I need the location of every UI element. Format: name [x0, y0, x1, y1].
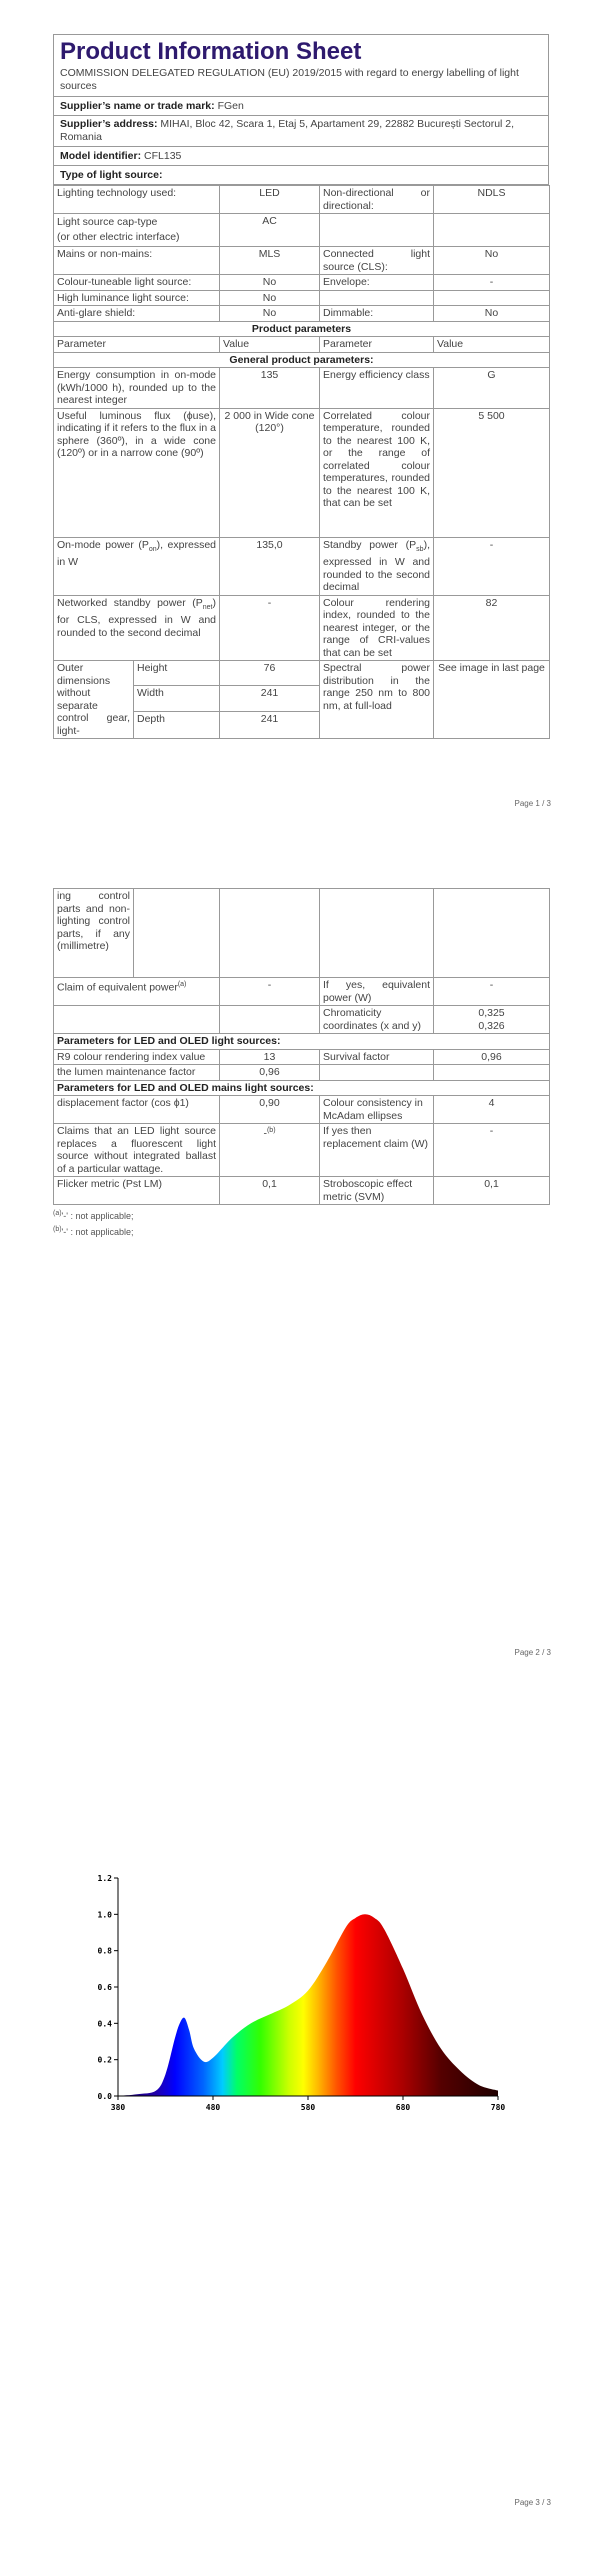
envelope-value: -: [434, 275, 550, 291]
x-tick-label: 480: [205, 2103, 221, 2112]
supplier-label: Supplier’s name or trade mark:: [60, 100, 215, 112]
on-mode-power-label: [54, 537, 220, 595]
lighting-technology-label: Lighting technology used:: [54, 186, 220, 214]
cap-type-value: AC: [220, 214, 320, 247]
high-luminance-label: High luminance light source:: [54, 290, 220, 306]
type-of-light-source-heading: Type of light source:: [60, 169, 163, 181]
page-number: Page 1 / 3: [514, 799, 551, 808]
equivalent-power-claim-label: [54, 978, 220, 1006]
y-tick-label: 1.0: [97, 1910, 112, 1920]
column-header-parameter-2: Parameter: [320, 337, 434, 353]
anti-glare-label: Anti-glare shield:: [54, 306, 220, 322]
dimmable-value: No: [434, 306, 550, 322]
fluorescent-replacement-claim-label: Claims that an LED light source replaces a fluorescent light source without integrated ballast of a particular wattage.: [54, 1124, 220, 1177]
page-number: Page 2 / 3: [514, 1648, 551, 1657]
outer-dimensions-label: Outer dimensions without separate control gear, light-: [54, 661, 134, 739]
table-row: [54, 1124, 550, 1177]
energy-consumption-value: 135: [220, 368, 320, 409]
y-tick-label: 0.8: [97, 1946, 112, 1956]
equivalent-power-label: If yes, equivalent power (W): [320, 978, 434, 1006]
x-tick-label: 580: [300, 2103, 316, 2112]
footnote-a-text: '-' : not applicable;: [61, 1211, 134, 1221]
r9-value: 13: [220, 1049, 320, 1065]
y-tick-label: 0.6: [97, 1983, 112, 1992]
energy-class-label: Energy efficiency class: [320, 368, 434, 409]
y-tick-label: 0.0: [97, 2092, 112, 2101]
cri-value: 82: [434, 595, 550, 661]
page-1: [0, 0, 603, 853]
energy-consumption-label: Energy consumption in on-mode (kWh/1000 h), rounded up to the nearest integer: [54, 368, 220, 409]
mains-label: Mains or non-mains:: [54, 247, 220, 275]
dimmable-label: Dimmable:: [320, 306, 434, 322]
column-header-value: Value: [220, 337, 320, 353]
chromaticity-y: 0,326: [478, 1019, 505, 1032]
footnote-a-ref: (a): [177, 981, 187, 988]
luminous-flux-value: 2 000 in Wide cone (120°): [220, 408, 320, 537]
chromaticity-value: [434, 1006, 550, 1034]
flicker-metric-value: 0,1: [220, 1177, 320, 1205]
address-value: MIHAI, Bloc 42, Scara 1, Etaj 5, Apartament 29, 22882 București Sectorul 2, Romania: [60, 118, 515, 143]
table-row: [54, 537, 550, 595]
table-row: [54, 352, 550, 368]
footnote-a-mark: (a): [53, 1210, 62, 1217]
x-tick-label: 780: [490, 2103, 506, 2112]
product-parameters-heading: Product parameters: [54, 321, 550, 337]
x-tick-label: 380: [110, 2103, 126, 2112]
colour-consistency-value: 4: [434, 1096, 550, 1124]
table-row: [54, 978, 550, 1006]
survival-factor-value: 0,96: [434, 1049, 550, 1065]
on-mode-power-text-2: ), expressed in W: [57, 538, 217, 569]
dimensions-continued-table: [53, 888, 550, 978]
on-mode-power-text: On-mode power (P: [57, 538, 149, 551]
supplier-row: [54, 97, 548, 116]
model-label: Model identifier:: [60, 150, 142, 162]
networked-standby-label: [54, 595, 220, 661]
table-row: [54, 595, 550, 661]
table-row: [54, 306, 550, 322]
envelope-label: Envelope:: [320, 275, 434, 291]
luminous-flux-label: Useful luminous flux (ϕuse), indicating if it refers to the flux in a sphere (360º), in a wide cone (120º) or in a narrow cone (90º): [54, 408, 220, 537]
spectrum-area: [118, 1914, 498, 2096]
footnote-b-mark: (b): [53, 1226, 62, 1233]
y-tick-label: 1.2: [97, 1874, 112, 1883]
page-2: [0, 853, 603, 1706]
table-row: [54, 661, 550, 686]
stroboscopic-effect-label: Stroboscopic effect metric (SVM): [320, 1177, 434, 1205]
standby-power-text-2: ), expressed in W and rounded to the second decimal: [323, 538, 430, 594]
directional-label: Non-directional or directional:: [320, 186, 434, 214]
fluorescent-replacement-claim-value: [220, 1124, 320, 1177]
table-row: [54, 214, 550, 247]
cri-label: Colour rendering index, rounded to the nearest integer, or the range of CRI-values that can be set: [320, 595, 434, 661]
table-row: [54, 1006, 550, 1034]
page-3: [0, 1706, 603, 2559]
address-label: Supplier’s address:: [60, 118, 158, 130]
table-row: [54, 186, 550, 214]
page-number: Page 3 / 3: [514, 2498, 551, 2507]
table-row: [54, 1034, 550, 1050]
on-mode-power-value: 135,0: [220, 537, 320, 595]
page-2-table: [53, 978, 550, 1205]
flicker-metric-label: Flicker metric (Pst LM): [54, 1177, 220, 1205]
footnotes: [53, 1207, 549, 1239]
table-row: [54, 1080, 550, 1096]
height-value: 76: [220, 661, 320, 686]
table-row: [54, 290, 550, 306]
table-row: [54, 321, 550, 337]
chromaticity-label: Chromaticity coordinates (x and y): [320, 1006, 434, 1034]
width-value: 241: [220, 686, 320, 712]
anti-glare-value: No: [220, 306, 320, 322]
standby-power-value: -: [434, 537, 550, 595]
chromaticity-x: 0,325: [478, 1007, 505, 1019]
x-tick-label: 680: [395, 2103, 411, 2112]
page-title: Product Information Sheet: [60, 38, 362, 65]
on-mode-power-sub: on: [148, 545, 157, 553]
table-row: [54, 408, 550, 537]
model-value: CFL135: [144, 150, 182, 162]
equivalent-power-value: -: [434, 978, 550, 1006]
equivalent-power-claim-value: -: [220, 978, 320, 1006]
height-label: Height: [134, 661, 220, 686]
lighting-technology-value: LED: [220, 186, 320, 214]
standby-power-text: Standby power (P: [323, 538, 417, 551]
address-row: [54, 116, 548, 147]
cct-label: Correlated colour temperature, rounded to the nearest 100 K, or the range of correlated colour temperatures, rounded to the nearest 100 K, that can be set: [320, 408, 434, 537]
cls-value: No: [434, 247, 550, 275]
table-row: [54, 1065, 550, 1081]
general-parameters-heading: General product parameters:: [54, 352, 550, 368]
cap-type-label-line2: (or other electric interface): [57, 231, 180, 243]
cls-label: Connected light source (CLS):: [320, 247, 434, 275]
table-row: [54, 275, 550, 291]
footnote-b-text: '-' : not applicable;: [61, 1227, 134, 1237]
replacement-claim-value: -: [434, 1124, 550, 1177]
networked-standby-value: -: [220, 595, 320, 661]
product-information-sheet-continued: [53, 888, 549, 1239]
led-oled-parameters-heading: Parameters for LED and OLED light sources:: [54, 1034, 550, 1050]
tuneable-label: Colour-tuneable light source:: [54, 275, 220, 291]
spectral-distribution-label: Spectral power distribution in the range 250 nm to 800 nm, at full-load: [320, 661, 434, 739]
displacement-factor-value: 0,90: [220, 1096, 320, 1124]
depth-value: 241: [220, 712, 320, 739]
footnote-b: [53, 1223, 549, 1239]
equivalent-power-claim-text: Claim of equivalent power: [57, 981, 178, 994]
table-row: [54, 1177, 550, 1205]
lumen-maintenance-label: the lumen maintenance factor: [54, 1065, 220, 1081]
energy-class-value: G: [434, 368, 550, 409]
r9-label: R9 colour rendering index value: [54, 1049, 220, 1065]
stroboscopic-effect-value: 0,1: [434, 1177, 550, 1205]
sheet-header: [53, 34, 549, 185]
regulation-subtitle: COMMISSION DELEGATED REGULATION (EU) 2019/2015 with regard to energy labelling of light sources: [54, 67, 548, 97]
standby-power-sub: sb: [416, 545, 424, 553]
networked-standby-text: Networked standby power (P: [57, 596, 203, 609]
table-row: [54, 337, 550, 353]
light-source-table: [53, 185, 550, 661]
spectral-distribution-value: See image in last page: [434, 661, 550, 739]
y-tick-label: 0.2: [97, 2055, 112, 2065]
column-header-value-2: Value: [434, 337, 550, 353]
cap-type-label: [54, 214, 220, 247]
lumen-maintenance-value: 0,96: [220, 1065, 320, 1081]
networked-standby-text-2: ) for CLS, expressed in W and rounded to the second decimal: [57, 596, 216, 639]
dimensions-table: [53, 661, 550, 739]
spectral-power-distribution-chart: [80, 1866, 520, 2126]
depth-label: Depth: [134, 712, 220, 739]
outer-dimensions-label-continued: ing control parts and non-lighting control parts, if any (millimetre): [54, 889, 134, 978]
y-tick-label: 0.4: [97, 2019, 112, 2029]
cct-value: 5 500: [434, 408, 550, 537]
fluorescent-replacement-claim-text: -: [263, 1127, 267, 1140]
displacement-factor-label: displacement factor (cos ϕ1): [54, 1096, 220, 1124]
high-luminance-value: No: [220, 290, 320, 306]
model-row: [54, 147, 548, 166]
footnote-b-ref: (b): [266, 1127, 276, 1134]
table-row: [54, 1096, 550, 1124]
standby-power-label: [320, 537, 434, 595]
column-header-parameter: Parameter: [54, 337, 220, 353]
directional-value: NDLS: [434, 186, 550, 214]
led-oled-mains-parameters-heading: Parameters for LED and OLED mains light sources:: [54, 1080, 550, 1096]
colour-consistency-label: Colour consistency in McAdam ellipses: [320, 1096, 434, 1124]
table-row: [54, 1049, 550, 1065]
supplier-value: FGen: [217, 100, 244, 112]
product-information-sheet: [53, 34, 549, 739]
mains-value: MLS: [220, 247, 320, 275]
survival-factor-label: Survival factor: [320, 1049, 434, 1065]
width-label: Width: [134, 686, 220, 712]
table-row: [54, 247, 550, 275]
replacement-claim-label: If yes then replacement claim (W): [320, 1124, 434, 1177]
tuneable-value: No: [220, 275, 320, 291]
cap-type-label-line1: Light source cap-type: [57, 216, 158, 228]
networked-standby-sub: net: [202, 603, 213, 611]
footnote-a: [53, 1207, 549, 1223]
table-row: [54, 889, 550, 978]
table-row: [54, 368, 550, 409]
